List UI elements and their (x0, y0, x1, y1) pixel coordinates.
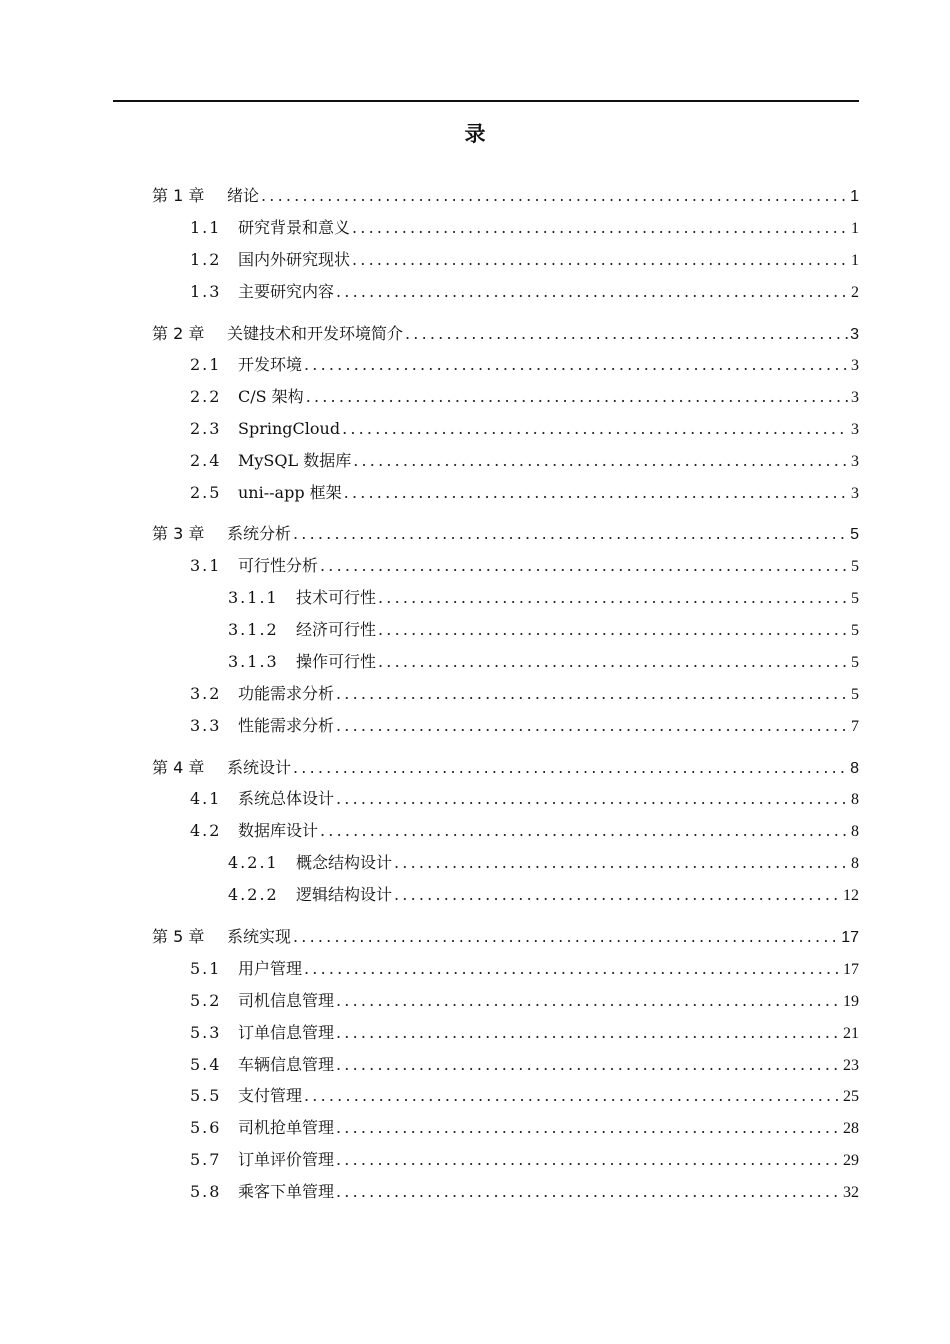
toc-entry-page: 1 (851, 252, 859, 269)
toc-entry-number: 3.1.2 (228, 620, 279, 639)
toc-entry-page: 17 (841, 929, 859, 946)
dot-leader (261, 184, 848, 208)
toc-entry-page: 5 (851, 590, 859, 607)
toc-entry-page: 29 (843, 1152, 859, 1169)
toc-entry-page: 8 (851, 791, 859, 808)
toc-entry-label: 关键技术和开发环境简介 (227, 324, 404, 343)
toc-entry[interactable] (190, 989, 859, 1013)
dot-leader (336, 787, 849, 811)
toc-entry-label: 车辆信息管理 (238, 1055, 335, 1074)
toc-entry-number: 5.5 (190, 1086, 222, 1105)
toc-entry-label: 逻辑结构设计 (296, 885, 393, 904)
dot-leader (304, 1084, 841, 1108)
toc-entry[interactable] (228, 650, 859, 674)
dot-leader (336, 714, 849, 738)
toc-entry-number: 2.4 (190, 451, 222, 470)
toc-entry-number: 5.2 (190, 991, 222, 1010)
toc-entry-page: 8 (851, 855, 859, 872)
toc-entry[interactable] (190, 449, 859, 473)
toc-entry-number: 第 4 章 (152, 758, 205, 777)
toc-entry[interactable] (190, 819, 859, 843)
toc-entry[interactable] (190, 787, 859, 811)
toc-entry-label: 概念结构设计 (296, 853, 393, 872)
toc-entry-number: 3.1.1 (228, 588, 279, 607)
dot-leader (336, 1053, 841, 1077)
dot-leader (342, 417, 849, 441)
dot-leader (405, 322, 848, 346)
toc-entry-number: 2.1 (190, 355, 222, 374)
toc-entry-label: MySQL 数据库 (238, 451, 352, 470)
toc-entry-page: 7 (851, 718, 859, 735)
toc-entry-label: 经济可行性 (296, 620, 377, 639)
toc-entry[interactable] (152, 522, 859, 546)
toc-entry-page: 25 (843, 1088, 859, 1105)
toc-entry[interactable] (190, 248, 859, 272)
toc-entry-page: 8 (850, 760, 859, 777)
toc-entry[interactable] (152, 925, 859, 949)
toc-entry-label: 订单信息管理 (238, 1023, 335, 1042)
toc-entry-label: 订单评价管理 (238, 1150, 335, 1169)
dot-leader (394, 851, 849, 875)
dot-leader (344, 481, 849, 505)
toc-entry-label: 性能需求分析 (238, 716, 335, 735)
dot-leader (353, 449, 849, 473)
toc-entry[interactable] (190, 957, 859, 981)
toc-entry-number: 2.5 (190, 483, 222, 502)
toc-entry-label: 国内外研究现状 (238, 250, 351, 269)
toc-entry-number: 第 5 章 (152, 927, 205, 946)
toc-entry[interactable] (228, 586, 859, 610)
dot-leader (336, 1116, 841, 1140)
toc-entry-label: 用户管理 (238, 959, 303, 978)
toc-entry-page: 17 (843, 961, 859, 978)
page-title: 录 (464, 122, 486, 146)
toc-entry[interactable] (190, 481, 859, 505)
dot-leader (336, 1180, 841, 1204)
toc-entry-page: 5 (850, 526, 859, 543)
toc-entry-label: 可行性分析 (238, 556, 319, 575)
toc-entry-number: 4.2 (190, 821, 222, 840)
toc-entry[interactable] (152, 756, 859, 780)
toc-entry-label: 司机信息管理 (238, 991, 335, 1010)
toc-entry-page: 12 (843, 887, 859, 904)
toc-entry[interactable] (190, 1053, 859, 1077)
toc-entry-number: 2.3 (190, 419, 222, 438)
toc-entry[interactable] (152, 322, 859, 346)
dot-leader (336, 280, 849, 304)
toc-entry-number: 5.8 (190, 1182, 222, 1201)
toc-entry-page: 1 (851, 220, 859, 237)
toc-entry-number: 4.2.1 (228, 853, 279, 872)
dot-leader (394, 883, 841, 907)
toc-entry-number: 3.3 (190, 716, 222, 735)
toc-entry-number: 2.2 (190, 387, 222, 406)
toc-entry[interactable] (190, 216, 859, 240)
dot-leader (336, 1148, 841, 1172)
toc-entry-number: 3.1.3 (228, 652, 279, 671)
toc-entry[interactable] (190, 1148, 859, 1172)
toc-entry-number: 第 1 章 (152, 186, 205, 205)
toc-entry-number: 第 2 章 (152, 324, 205, 343)
toc-entry-number: 1.2 (190, 250, 222, 269)
toc-entry[interactable] (190, 1180, 859, 1204)
dot-leader (352, 248, 849, 272)
toc-entry-page: 3 (851, 389, 859, 406)
toc-entry[interactable] (190, 682, 859, 706)
toc-entry[interactable] (190, 1084, 859, 1108)
toc-entry-number: 4.1 (190, 789, 222, 808)
dot-leader (304, 353, 849, 377)
toc-entry-label: 乘客下单管理 (238, 1182, 335, 1201)
dot-leader (306, 385, 849, 409)
toc-entry-page: 3 (851, 357, 859, 374)
toc-entry-number: 5.3 (190, 1023, 222, 1042)
toc-entry-page: 23 (843, 1057, 859, 1074)
dot-leader (336, 989, 841, 1013)
toc-entry-label: 系统设计 (227, 758, 292, 777)
dot-leader (378, 586, 849, 610)
toc-entry-number: 1.1 (190, 218, 222, 237)
toc-entry[interactable] (190, 353, 859, 377)
dot-leader (320, 819, 849, 843)
toc-entry-page: 5 (851, 558, 859, 575)
dot-leader (304, 957, 841, 981)
toc-entry-number: 4.2.2 (228, 885, 279, 904)
toc-entry-number: 3.1 (190, 556, 222, 575)
toc-entry-label: 主要研究内容 (238, 282, 335, 301)
toc-entry-label: 操作可行性 (296, 652, 377, 671)
toc-entry-page: 32 (843, 1184, 859, 1201)
toc-entry-number: 5.4 (190, 1055, 222, 1074)
dot-leader (293, 756, 848, 780)
toc-entry[interactable] (190, 385, 859, 409)
toc-entry-number: 5.7 (190, 1150, 222, 1169)
toc-entry-page: 3 (851, 485, 859, 502)
dot-leader (378, 650, 849, 674)
dot-leader (293, 925, 839, 949)
toc-entry-label: 技术可行性 (296, 588, 377, 607)
toc-entry-page: 8 (851, 823, 859, 840)
toc-entry-number: 5.6 (190, 1118, 222, 1137)
toc-entry-label: SpringCloud (238, 419, 341, 438)
toc-entry-label: uni--app 框架 (238, 483, 342, 502)
toc-entry[interactable] (190, 1021, 859, 1045)
toc-entry-page: 5 (851, 622, 859, 639)
toc-entry-page: 5 (851, 686, 859, 703)
toc-entry-page: 3 (851, 453, 859, 470)
toc-entry[interactable] (190, 1116, 859, 1140)
toc-entry-page: 3 (850, 326, 859, 343)
toc-entry[interactable] (228, 883, 859, 907)
dot-leader (336, 682, 849, 706)
toc-entry-label: 开发环境 (238, 355, 303, 374)
toc-entry[interactable] (190, 714, 859, 738)
toc-entry-number: 第 3 章 (152, 524, 205, 543)
toc-entry-label: 绪论 (227, 186, 260, 205)
toc-entry-label: 司机抢单管理 (238, 1118, 335, 1137)
toc-entry-number: 3.2 (190, 684, 222, 703)
toc-entry-label: 系统分析 (227, 524, 292, 543)
toc-entry-label: 系统实现 (227, 927, 292, 946)
toc-entry-label: 功能需求分析 (238, 684, 335, 703)
toc-entry[interactable] (190, 554, 859, 578)
toc-entry[interactable] (228, 851, 859, 875)
toc-entry-label: 研究背景和意义 (238, 218, 351, 237)
toc-entry-label: 系统总体设计 (238, 789, 335, 808)
toc-entry[interactable] (190, 417, 859, 441)
toc-entry-page: 2 (851, 284, 859, 301)
toc-entry-number: 1.3 (190, 282, 222, 301)
dot-leader (352, 216, 849, 240)
toc-entry[interactable] (152, 184, 859, 208)
dot-leader (293, 522, 848, 546)
toc-entry-page: 1 (850, 188, 859, 205)
toc-entry-label: C/S 架构 (238, 387, 304, 406)
toc-entry-page: 28 (843, 1120, 859, 1137)
toc-entry[interactable] (190, 280, 859, 304)
toc-entry-label: 支付管理 (238, 1086, 303, 1105)
toc-entry-page: 3 (851, 421, 859, 438)
toc-entry-label: 数据库设计 (238, 821, 319, 840)
toc-entry-page: 19 (843, 993, 859, 1010)
toc-entry-page: 5 (851, 654, 859, 671)
toc-entry-page: 21 (843, 1025, 859, 1042)
dot-leader (378, 618, 849, 642)
dot-leader (336, 1021, 841, 1045)
toc-entry-number: 5.1 (190, 959, 222, 978)
dot-leader (320, 554, 849, 578)
toc-entry[interactable] (228, 618, 859, 642)
